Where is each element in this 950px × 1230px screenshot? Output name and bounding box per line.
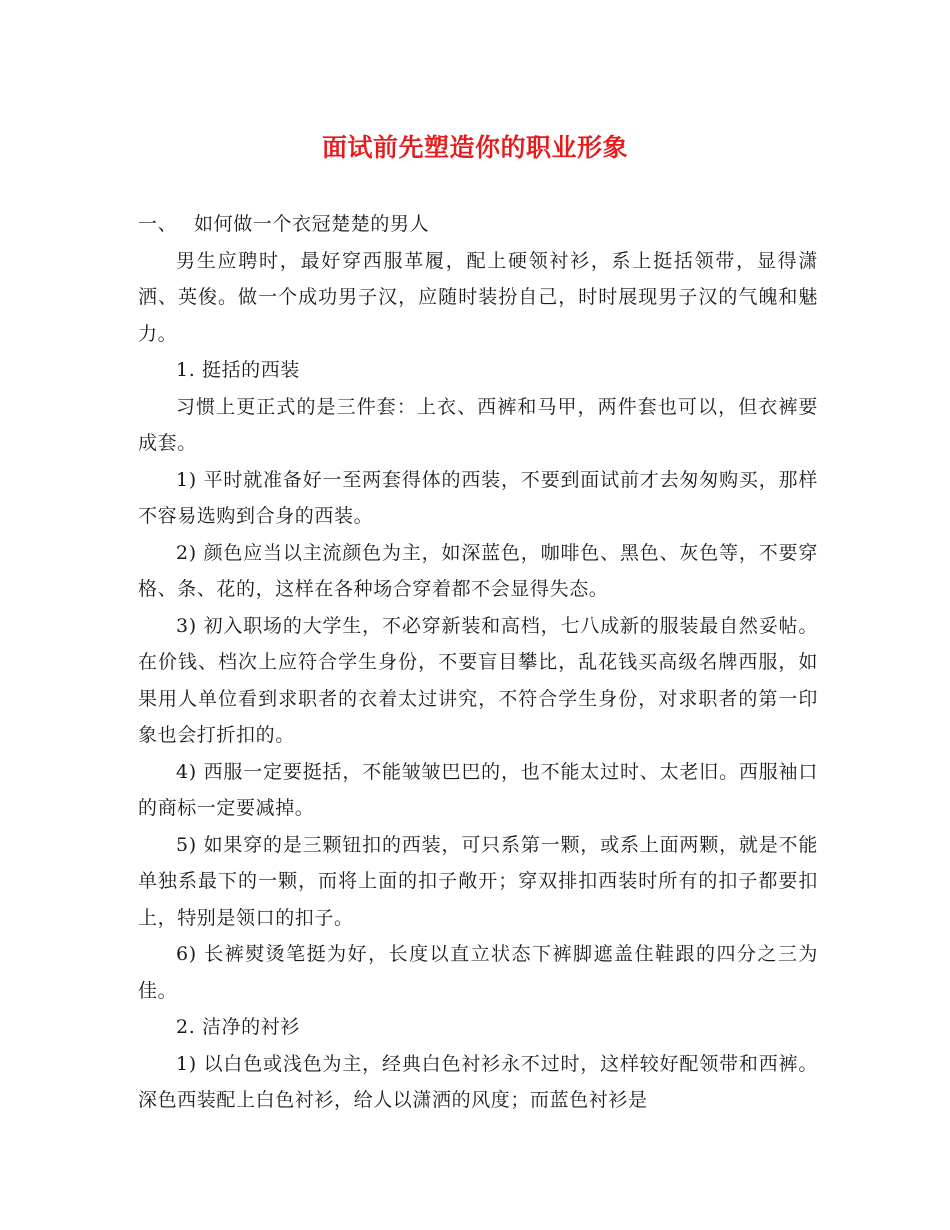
- subsection-heading: 1. 挺括的西装: [176, 359, 300, 381]
- section-heading: [138, 206, 818, 243]
- section-heading-text: 如何做一个衣冠楚楚的男人: [194, 213, 430, 235]
- list-item: 5) 如果穿的是三颗钮扣的西装，可只系第一颗，或系上面两颗，就是不能单独系最下的一颗，而将上面的扣子敞开；穿双排扣西装时所有的扣子都要扣上，特别是领口的扣子。: [138, 833, 818, 929]
- document-title: 面试前先塑造你的职业形象: [321, 133, 628, 162]
- subsection-heading: 2. 洁净的衬衫: [176, 1016, 300, 1038]
- list-item: 1) 以白色或浅色为主，经典白色衬衫永不过时，这样较好配领带和西裤。深色西装配上白色衬衫，给人以潇洒的风度；而蓝色衬衫是: [138, 1052, 818, 1111]
- list-item: 3) 初入职场的大学生，不必穿新装和高档，七八成新的服装最自然妥帖。在价钱、档次上应符合学生身份，不要盲目攀比，乱花钱买高级名牌西服，如果用人单位看到求职者的衣着太过讲究，不符合学生身份，对求职者的第一印象也会打折扣的。: [138, 614, 818, 746]
- paragraph: 习惯上更正式的是三件套：上衣、西裤和马甲，两件套也可以，但衣裤要成套。: [138, 395, 818, 454]
- list-item: 4) 西服一定要挺括，不能皱皱巴巴的，也不能太过时、太老旧。西服袖口的商标一定要减掉。: [138, 760, 818, 819]
- list-item: 2) 颜色应当以主流颜色为主，如深蓝色，咖啡色、黑色、灰色等，不要穿格、条、花的，这样在各种场合穿着都不会显得失态。: [138, 541, 818, 600]
- section-number: 一、: [138, 213, 178, 235]
- list-item: 6) 长裤熨烫笔挺为好，长度以直立状态下裤脚遮盖住鞋跟的四分之三为佳。: [138, 943, 818, 1002]
- list-item: 1) 平时就准备好一至两套得体的西装，不要到面试前才去匆匆购买，那样不容易选购到合身的西装。: [138, 468, 818, 527]
- paragraph: 男生应聘时，最好穿西服革履，配上硬领衬衫，系上挺括领带，显得潇洒、英俊。做一个成功男子汉，应随时装扮自己，时时展现男子汉的气魄和魅力。: [138, 249, 818, 345]
- document-body: [138, 206, 818, 1119]
